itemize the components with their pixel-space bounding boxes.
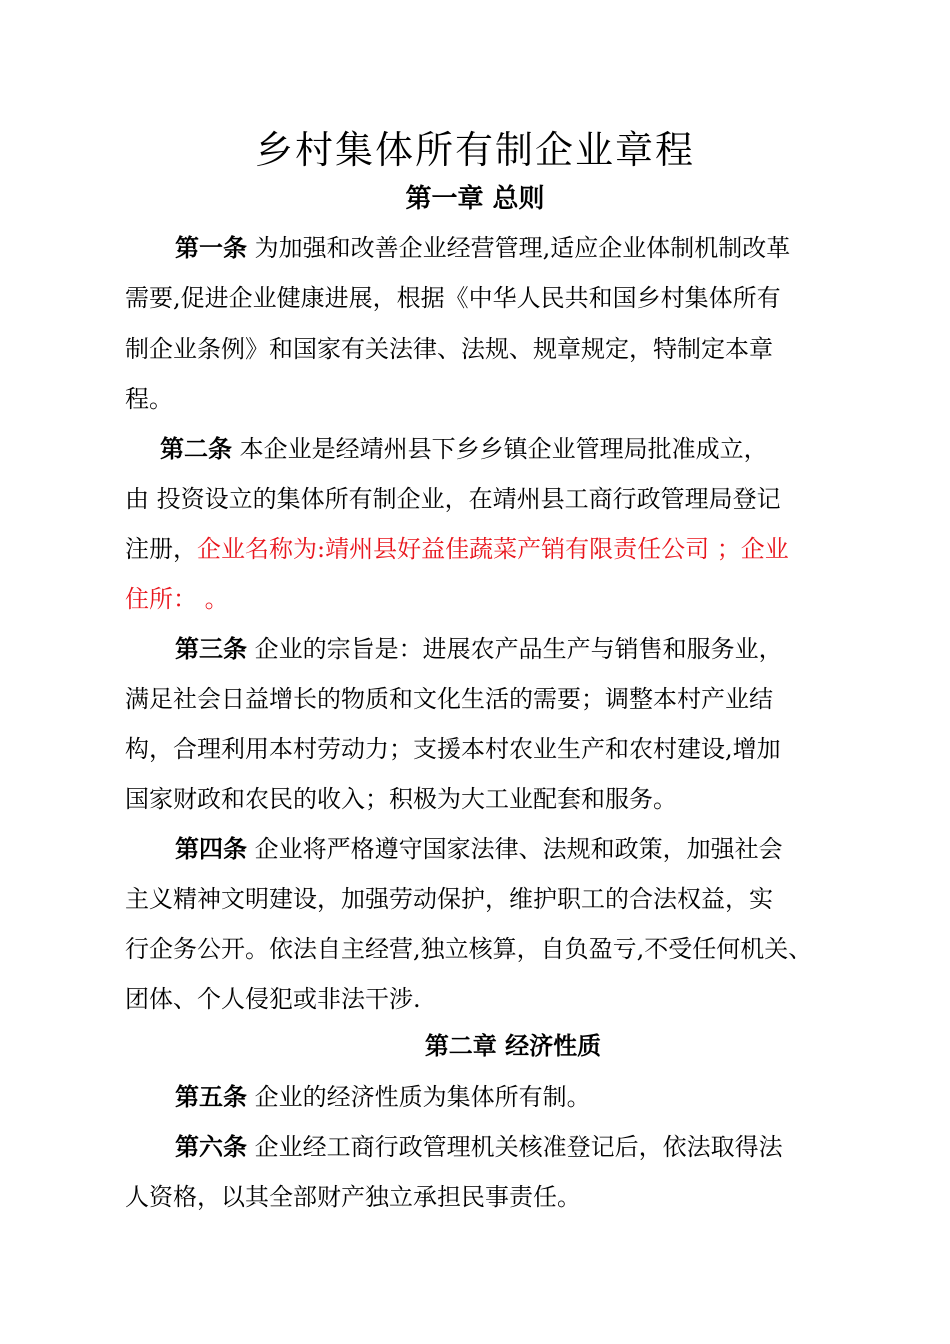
article-3-label: 第三条 (175, 634, 247, 663)
article-4-line-2: 主义精神文明建设，加强劳动保护，维护职工的合法权益，实 (125, 885, 773, 913)
article-1-line-3: 制企业条例》和国家有关法律、法规、规章规定，特制定本章 (125, 335, 773, 363)
article-4-line-4: 团体、个人侵犯或非法干涉. (125, 985, 421, 1013)
article-1-label: 第一条 (175, 233, 247, 262)
company-name-highlight: 企业名称为:靖州县好益佳蔬菜产销有限责任公司 ；企业 (197, 535, 789, 563)
article-3-line-4: 国家财政和农民的收入；积极为大工业配套和服务。 (125, 785, 677, 813)
article-2-label: 第二条 (160, 434, 232, 463)
article-6-line-1: 第六条 企业经工商行政管理机关核准登记后，依法取得法 (175, 1132, 783, 1161)
company-address-highlight: 住所： 。 (125, 585, 229, 613)
article-4-label: 第四条 (175, 834, 247, 863)
article-2-line-3: 注册，企业名称为:靖州县好益佳蔬菜产销有限责任公司 ；企业 (125, 535, 789, 563)
article-2-line-2: 由 投资设立的集体所有制企业，在靖州县工商行政管理局登记 (125, 485, 781, 513)
article-2-line-1: 第二条 本企业是经靖州县下乡乡镇企业管理局批准成立， (160, 434, 768, 463)
article-6-label: 第六条 (175, 1132, 247, 1161)
article-3-line-1: 第三条 企业的宗旨是：进展农产品生产与销售和服务业， (175, 634, 783, 663)
article-1-line-4: 程。 (125, 385, 173, 413)
article-3-line-3: 构，合理利用本村劳动力；支援本村农业生产和农村建设,增加 (125, 735, 781, 763)
article-6-line-2: 人资格，以其全部财产独立承担民事责任。 (125, 1183, 581, 1211)
article-1-line-2: 需要,促进企业健康进展，根据《中华人民共和国乡村集体所有 (125, 284, 781, 312)
chapter-2-heading: 第二章 经济性质 (424, 1031, 602, 1060)
article-4-line-3: 行企务公开。依法自主经营,独立核算，自负盈亏,不受任何机关、 (125, 935, 813, 963)
document-title: 乡村集体所有制企业章程 (254, 128, 695, 172)
article-5-label: 第五条 (175, 1082, 247, 1111)
article-4-line-1: 第四条 企业将严格遵守国家法律、法规和政策，加强社会 (175, 834, 783, 863)
article-5-line-1: 第五条 企业的经济性质为集体所有制。 (175, 1082, 591, 1111)
article-1-line-1: 第一条 为加强和改善企业经营管理,适应企业体制机制改革 (175, 233, 791, 262)
article-3-line-2: 满足社会日益增长的物质和文化生活的需要；调整本村产业结 (125, 685, 773, 713)
chapter-1-heading: 第一章 总则 (405, 184, 545, 214)
